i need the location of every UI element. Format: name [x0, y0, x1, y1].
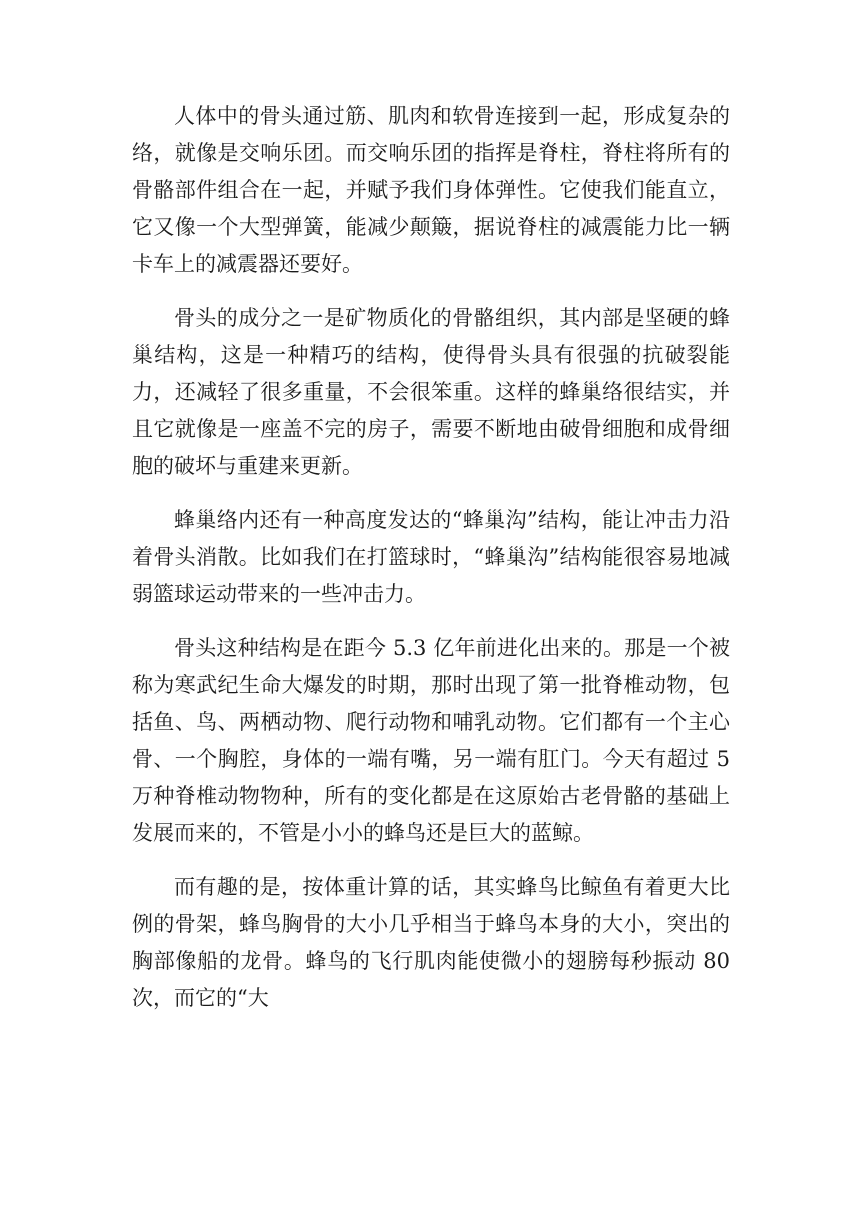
paragraph-2: 骨头的成分之一是矿物质化的骨骼组织，其内部是坚硬的蜂巢结构，这是一种精巧的结构，使得骨头具有很强的抗破裂能力，还减轻了很多重量，不会很笨重。这样的蜂巢络很结实，并且它就像是一座盖不完的房子，需要不断地由破骨细胞和成骨细胞的破坏与重建来更新。	[132, 306, 730, 478]
paragraph-4: 骨头这种结构是在距今 5.3 亿年前进化出来的。那是一个被称为寒武纪生命大爆发的时期，那时出现了第一批脊椎动物，包括鱼、鸟、两栖动物、爬行动物和哺乳动物。它们都有一个主心骨、一个胸腔，身体的一端有嘴，另一端有肛门。今天有超过 5 万种脊椎动物物种，所有的变化都是在这原始古老骨骼的基础上发展而来的，不管是小小的蜂鸟还是巨大的蓝鲸。	[132, 636, 730, 845]
paragraph-1: 人体中的骨头通过筋、肌肉和软骨连接到一起，形成复杂的络，就像是交响乐团。而交响乐团的指挥是脊柱，脊柱将所有的骨骼部件组合在一起，并赋予我们身体弹性。它使我们能直立，它又像一个大型弹簧，能减少颠簸，据说脊柱的减震能力比一辆卡车上的减震器还要好。	[132, 104, 730, 276]
article-body	[132, 98, 730, 1034]
paragraph-3: 蜂巢络内还有一种高度发达的“蜂巢沟”结构，能让冲击力沿着骨头消散。比如我们在打篮球时，“蜂巢沟”结构能很容易地减弱篮球运动带来的一些冲击力。	[132, 508, 730, 606]
paragraph-5: 而有趣的是，按体重计算的话，其实蜂鸟比鲸鱼有着更大比例的骨架，蜂鸟胸骨的大小几乎相当于蜂鸟本身的大小，突出的胸部像船的龙骨。蜂鸟的飞行肌肉能使微小的翅膀每秒振动 80 次，而它的“大	[132, 875, 730, 1010]
